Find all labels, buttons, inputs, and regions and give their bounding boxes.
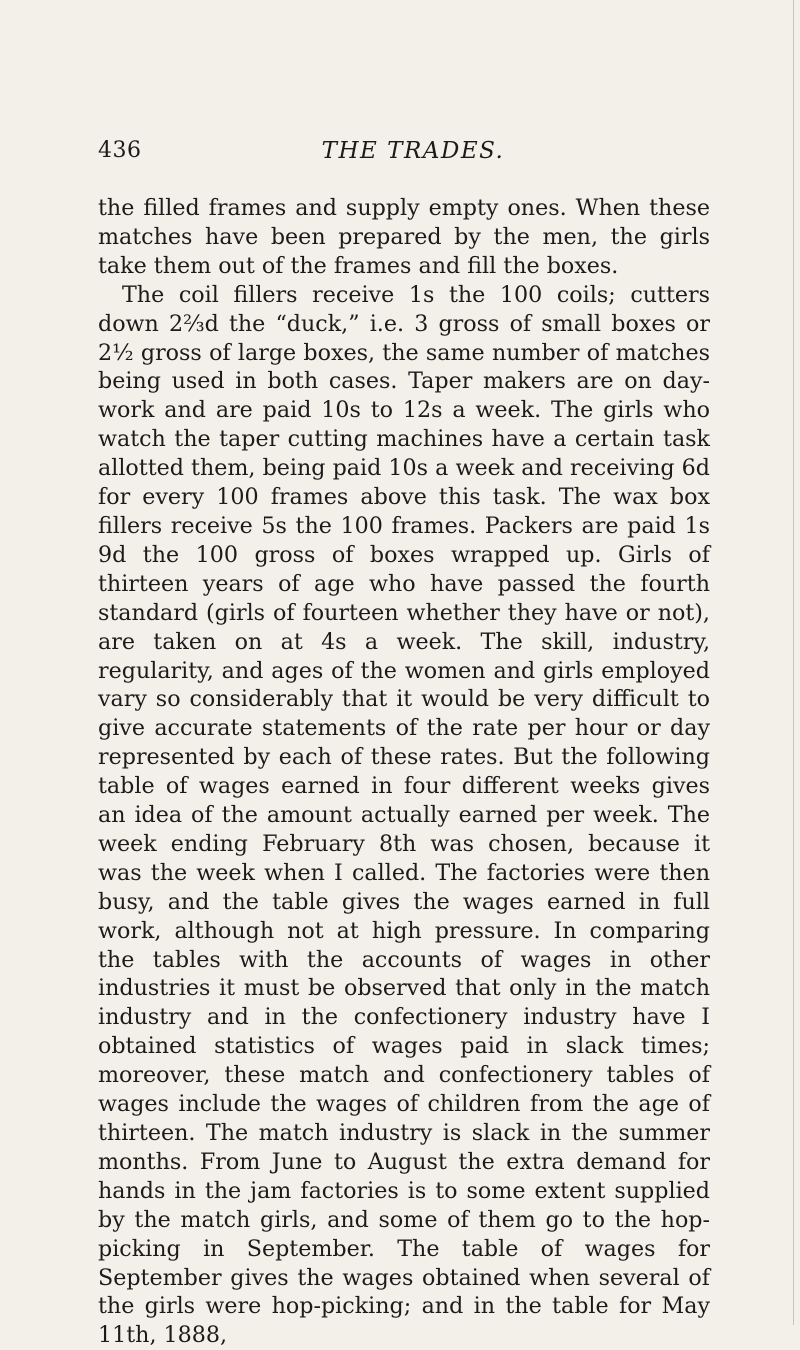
body-text	[98, 194, 710, 1350]
paragraph-continued: the filled frames and supply empty ones. When these matches have been prepared by the men, the girls take them out of the frames and fill the boxes.	[98, 195, 710, 279]
paragraph-wages: The coil fillers receive 1s the 100 coils; cutters down 2⅔d the “duck,” i.e. 3 gross of small boxes or 2½ gross of large boxes, the same number of matches being used in both cases. Taper makers are on day-work and are paid 10s to 12s a week. The girls who watch the taper cutting machines have a certain task allotted them, being paid 10s a week and receiving 6d for every 100 frames above this task. The wax box fillers receive 5s the 100 frames. Packers are paid 1s 9d the 100 gross of boxes wrapped up. Girls of thirteen years of age who have passed the fourth standard (girls of fourteen whether they have or not), are taken on at 4s a week. The skill, industry, regularity, and ages of the women and girls employed vary so considerably that it would be very difficult to give accurate statements of the rate per hour or day represented by each of these rates. But the following table of wages earned in four different weeks gives an idea of the amount actually earned per week. The week ending February 8th was chosen, because it was the week when I called. The factories were then busy, and the table gives the wages earned in full work, although not at high pressure. In comparing the tables with the accounts of wages in other industries it must be observed that only in the match industry and in the confectionery industry have I obtained statistics of wages paid in slack times; moreover, these match and confectionery tables of wages include the wages of children from the age of thirteen. The match industry is slack in the summer months. From June to August the extra demand for hands in the jam factories is to some extent supplied by the match girls, and some of them go to the hop-picking in September. The table of wages for September gives the wages obtained when several of the girls were hop-picking; and in the table for May 11th, 1888,	[98, 281, 710, 1349]
running-title: THE TRADES.	[321, 138, 505, 164]
page-number: 436	[98, 138, 142, 163]
page-header	[98, 128, 710, 168]
page-edge-line	[793, 0, 794, 1325]
